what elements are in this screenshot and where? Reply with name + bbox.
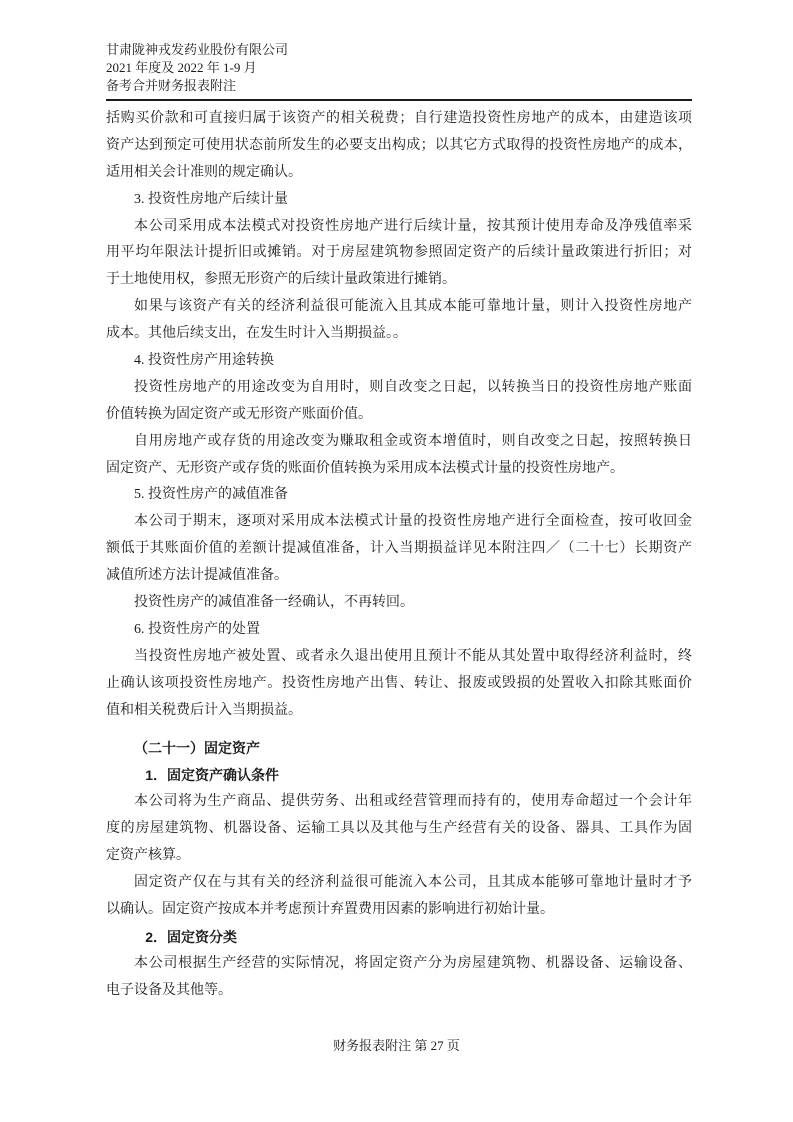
text-line: 本公司根据生产经营的实际情况，将固定资产分为房屋建筑物、机器设备、运输设备、 bbox=[134, 955, 692, 971]
report-period: 2021 年度及 2022 年 1-9 月 bbox=[106, 60, 257, 75]
text-line: 减值所述方法计提减值准备。 bbox=[106, 568, 288, 584]
text-line: 以确认。固定资产按成本并考虑预计弃置费用因素的影响进行初始计量。 bbox=[106, 901, 554, 917]
text-line: 1．固定资产确认条件 bbox=[145, 767, 279, 784]
header-divider bbox=[106, 99, 692, 101]
sub-heading bbox=[106, 762, 692, 789]
para bbox=[106, 429, 692, 483]
heading bbox=[106, 348, 692, 375]
page-header bbox=[106, 41, 692, 95]
sub-heading bbox=[106, 924, 692, 951]
text-line: 于土地使用权，参照无形资产的后续计量政策进行摊销。 bbox=[106, 272, 456, 288]
heading bbox=[106, 187, 692, 214]
text-line: 本公司将为生产商品、提供劳务、出租或经营管理而持有的，使用寿命超过一个会计年 bbox=[134, 794, 692, 810]
text-line: 额低于其账面价值的差额计提减值准备，计入当期损益详见本附注四／（二十七）长期资产 bbox=[106, 541, 692, 557]
document-title: 备考合并财务报表附注 bbox=[106, 78, 237, 93]
footer-text: 财务报表附注 第 27 页 bbox=[333, 1038, 460, 1053]
para bbox=[106, 375, 692, 429]
para bbox=[106, 509, 692, 590]
heading bbox=[106, 482, 692, 509]
para bbox=[106, 951, 692, 1005]
para bbox=[106, 590, 692, 617]
text-line: 当投资性房地产被处置、或者永久退出使用且预计不能从其处置中取得经济利益时，终 bbox=[134, 648, 692, 664]
text-line: 3. 投资性房地产后续计量 bbox=[134, 191, 288, 207]
text-line: 5. 投资性房产的减值准备 bbox=[134, 487, 288, 503]
text-line: 止确认该项投资性房地产。投资性房地产出售、转让、报废或毁损的处置收入扣除其账面价 bbox=[106, 675, 692, 691]
text-line: 本公司采用成本法模式对投资性房地产进行后续计量，按其预计使用寿命及净残值率采 bbox=[134, 218, 692, 234]
page-footer bbox=[0, 1037, 793, 1055]
para-continued bbox=[106, 106, 692, 187]
text-line: 固定资产、无形资产或存货的账面价值转换为采用成本法模式计量的投资性房地产。 bbox=[106, 460, 624, 476]
text-line: 6. 投资性房产的处置 bbox=[134, 621, 260, 637]
text-line: （二十一）固定资产 bbox=[134, 740, 260, 757]
text-line: 值和相关税费后计入当期损益。 bbox=[106, 702, 302, 718]
text-line: 定资产核算。 bbox=[106, 848, 190, 864]
heading bbox=[106, 617, 692, 644]
text-line: 投资性房地产的用途改变为自用时，则自改变之日起，以转换当日的投资性房地产账面 bbox=[134, 379, 692, 395]
text-line: 成本。其他后续支出，在发生时计入当期损益。。 bbox=[106, 326, 407, 342]
para bbox=[106, 789, 692, 870]
text-line: 2．固定资分类 bbox=[145, 928, 237, 945]
text-line: 自用房地产或存货的用途改变为赚取租金或资本增值时，则自改变之日起，按照转换日 bbox=[134, 433, 692, 449]
text-line: 资产达到预定可使用状态前所发生的必要支出构成；以其它方式取得的投资性房地产的成本， bbox=[106, 137, 692, 153]
text-line: 用平均年限法计提折旧或摊销。对于房屋建筑物参照固定资产的后续计量政策进行折旧；对 bbox=[106, 245, 692, 261]
text-line: 本公司于期末，逐项对采用成本法模式计量的投资性房地产进行全面检查，按可收回金 bbox=[134, 514, 692, 530]
text-line: 价值转换为固定资产或无形资产账面价值。 bbox=[106, 406, 372, 422]
text-line: 度的房屋建筑物、机器设备、运输工具以及其他与生产经营有关的设备、器具、工具作为固 bbox=[106, 821, 692, 837]
company-name: 甘肃陇神戎发药业股份有限公司 bbox=[106, 42, 289, 57]
text-line: 固定资产仅在与其有关的经济利益很可能流入本公司，且其成本能够可靠地计量时才予 bbox=[134, 874, 692, 890]
para bbox=[106, 644, 692, 725]
para bbox=[106, 214, 692, 295]
text-line: 4. 投资性房产用途转换 bbox=[134, 353, 274, 369]
text-line: 括购买价款和可直接归属于该资产的相关税费；自行建造投资性房地产的成本，由建造该项 bbox=[106, 111, 692, 126]
text-line: 投资性房产的减值准备一经确认，不再转回。 bbox=[134, 595, 414, 611]
text-line: 如果与该资产有关的经济利益很可能流入且其成本能可靠地计量，则计入投资性房地产 bbox=[134, 299, 692, 315]
document-body bbox=[106, 106, 692, 1004]
text-line: 适用相关会计准则的规定确认。 bbox=[106, 164, 302, 180]
para bbox=[106, 294, 692, 348]
text-line: 电子设备及其他等。 bbox=[106, 982, 232, 998]
section-heading bbox=[106, 735, 692, 762]
para bbox=[106, 870, 692, 924]
